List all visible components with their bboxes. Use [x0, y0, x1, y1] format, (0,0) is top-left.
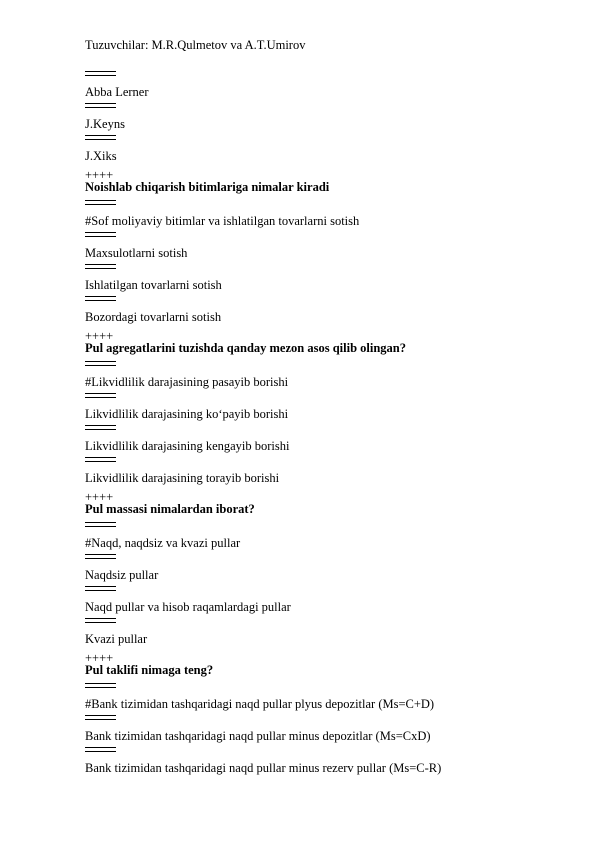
answer-option: Maxsulotlarni sotish [85, 246, 188, 260]
answer-option: Bank tizimidan tashqaridagi naqd pullar minus depozitlar (Ms=CxD) [85, 729, 431, 743]
separator-double-line [85, 425, 116, 430]
separator-double-line [85, 683, 116, 688]
answer-option: #Bank tizimidan tashqaridagi naqd pullar plyus depozitlar (Ms=C+D) [85, 696, 435, 711]
separator-double-line [85, 264, 116, 269]
separator-double-line [85, 522, 116, 527]
separator-double-line [85, 393, 116, 398]
separator-double-line [85, 618, 116, 623]
question-text: Noishlab chiqarish bitimlariga nimalar kiradi [85, 179, 330, 194]
answer-option: Kvazi pullar [85, 632, 148, 647]
question-text: Pul massasi nimalardan iborat? [85, 501, 255, 516]
separator-double-line [85, 586, 116, 591]
separator-double-line [85, 103, 116, 108]
answer-option: J.Keyns [85, 117, 125, 132]
separator-double-line [85, 554, 116, 559]
question-text: Pul taklifi nimaga teng? [85, 662, 214, 677]
separator-double-line [85, 747, 116, 752]
answer-option: Abba Lerner [85, 85, 149, 99]
answer-option: Bozordagi tovarlarni sotish [85, 310, 222, 325]
question-marker: ++++ [85, 167, 114, 182]
answer-option: Naqd pullar va hisob raqamlardagi pullar [85, 600, 291, 615]
separator-double-line [85, 715, 116, 720]
separator-double-line [85, 135, 116, 140]
separator-double-line [85, 457, 116, 462]
separator-double-line [85, 71, 116, 76]
answer-option: Naqdsiz pullar [85, 568, 159, 582]
answer-option: #Naqd, naqdsiz va kvazi pullar [85, 535, 241, 550]
authors-line: Tuzuvchilar: M.R.Qulmetov va A.T.Umirov [85, 38, 306, 52]
answer-option: Likvidlilik darajasining torayib borishi [85, 471, 280, 486]
answer-option: #Likvidlilik darajasining pasayib borishi [85, 374, 289, 389]
separator-double-line [85, 296, 116, 301]
answer-option: #Sof moliyaviy bitimlar va ishlatilgan tovarlarni sotish [85, 213, 360, 228]
answer-option: Likvidlilik darajasining kengayib borishi [85, 439, 290, 454]
question-marker: ++++ [85, 650, 114, 665]
separator-double-line [85, 361, 116, 366]
question-text: Pul agregatlarini tuzishda qanday mezon asos qilib olingan? [85, 340, 407, 355]
separator-double-line [85, 232, 116, 237]
question-marker: ++++ [85, 489, 114, 504]
answer-option: Bank tizimidan tashqaridagi naqd pullar minus rezerv pullar (Ms=C-R) [85, 761, 442, 776]
answer-option: Ishlatilgan tovarlarni sotish [85, 278, 222, 293]
answer-option: Likvidlilik darajasining ko‘payib borishi [85, 407, 289, 421]
answer-option: J.Xiks [85, 149, 117, 164]
question-marker: ++++ [85, 328, 114, 343]
separator-double-line [85, 200, 116, 205]
